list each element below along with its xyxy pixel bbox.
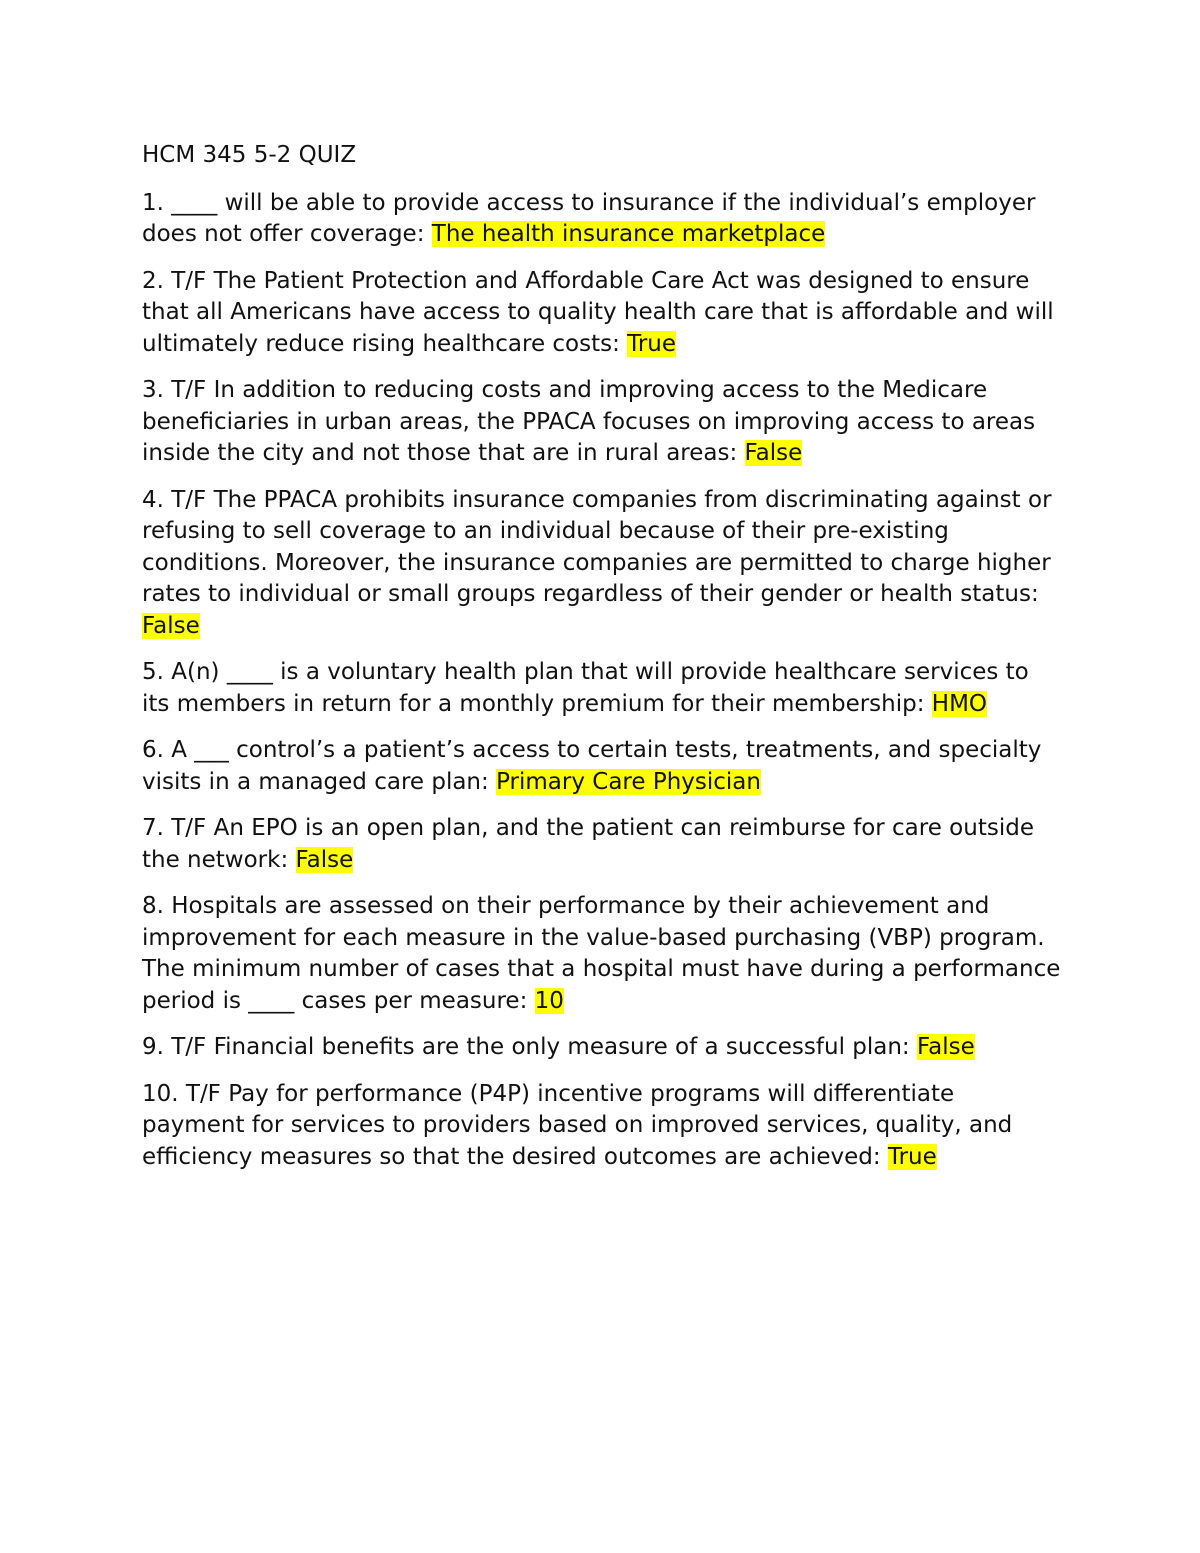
question-5 [142,657,1062,720]
question-6 [142,735,1062,798]
question-4 [142,485,1062,643]
question-10 [142,1079,1062,1174]
answer-highlight: False [295,846,354,873]
answer-highlight: HMO [931,690,988,717]
answer-highlight: False [917,1034,975,1060]
answer-highlight: Primary Care Physician [496,768,761,795]
answer-highlight: The health insurance marketplace [431,221,826,247]
question-text: 7. T/F An EPO is an open plan, and the patient can reimburse for care outside the network: [142,815,1034,873]
answer-highlight: True [887,1143,937,1170]
question-2 [142,266,1062,361]
document-title: HCM 345 5-2 QUIZ [142,142,357,168]
question-7 [142,813,1062,876]
question-8 [142,891,1062,1017]
answer-highlight: True [627,330,677,357]
question-text: 10. T/F Pay for performance (P4P) incentive programs will differentiate payment for services to providers based on improved services, quality, and efficiency measures so that the desired outcomes are achieved: [142,1080,1013,1170]
question-1 [142,188,1062,251]
answer-highlight: False [744,440,803,466]
document-body [142,140,1062,1188]
question-text: 9. T/F Financial benefits are the only measure of a successful plan: [142,1034,917,1060]
answer-highlight: False [142,612,200,639]
question-text: 3. T/F In addition to reducing costs and improving access to the Medicare beneficiaries in urban areas, the PPACA focuses on improving access to areas inside the city and not those that are in rural areas: [142,377,1036,466]
question-text: 2. T/F The Patient Protection and Affordable Care Act was designed to ensure that all Americans have access to quality health care that is affordable and will ultimately reduce rising healthcare costs: [142,267,1054,357]
question-text: 5. A(n) ____ is a voluntary health plan that will provide healthcare services to its members in return for a monthly premium for their membership: [142,659,1029,717]
question-3 [142,375,1062,470]
question-9 [142,1032,1062,1064]
question-text: 4. T/F The PPACA prohibits insurance companies from discriminating against or refusing to sell coverage to an individual because of their pre-existing conditions. Moreover, the insurance companies are permitted to charge higher rates to individual or small groups regardless of their gender or health status: [142,486,1052,607]
answer-highlight: 10 [534,987,564,1014]
question-text: 6. A ___ control’s a patient’s access to certain tests, treatments, and specialty visits in a managed care plan: [142,737,1042,795]
question-text: 1. ____ will be able to provide access to insurance if the individual’s employer does not offer coverage: [142,189,1036,247]
question-text: 8. Hospitals are assessed on their performance by their achievement and improvement for each measure in the value-based purchasing (VBP) program. The minimum number of cases that a hospital must have during a performance period is ____ cases per measure: [142,893,1061,1014]
